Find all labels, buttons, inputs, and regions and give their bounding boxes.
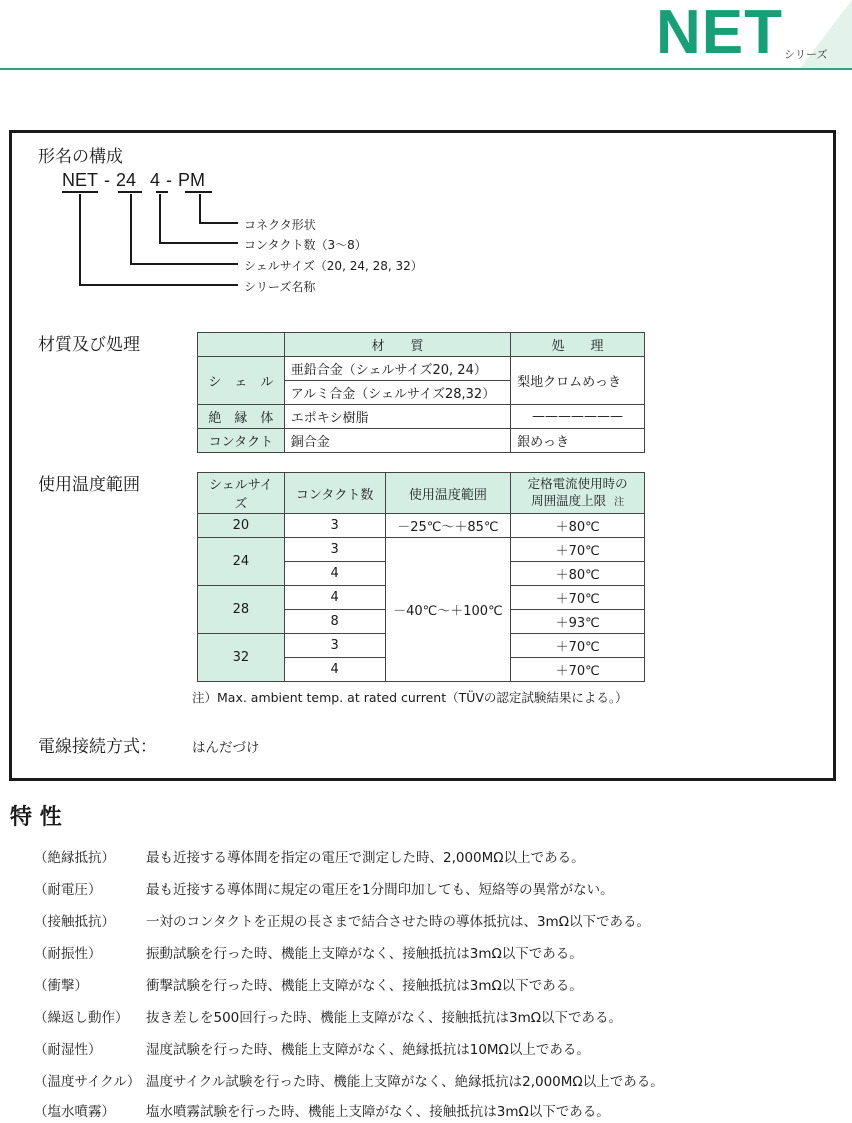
legend-contacts: コンタクト数（3～8） — [244, 238, 367, 252]
cell-limit: ＋70℃ — [511, 658, 645, 682]
cell-material: 銅合金 — [284, 429, 510, 453]
model-leader-lines — [0, 0, 852, 300]
materials-header-blank — [198, 333, 285, 357]
materials-heading: 材質及び処理 — [38, 335, 140, 355]
prop-text: 振動試験を行った時、機能上支障がなく、接触抵抗は3mΩ以下である。 — [146, 946, 583, 962]
cell-contacts: 4 — [284, 658, 385, 682]
cell-limit: ＋70℃ — [511, 634, 645, 658]
prop-label: （耐湿性） — [34, 1042, 102, 1058]
cell-limit: ＋80℃ — [511, 562, 645, 586]
legend-shape: コネクタ形状 — [244, 218, 316, 232]
legend-series: シリーズ名称 — [244, 280, 316, 294]
materials-header-treatment: 処 理 — [511, 333, 645, 357]
cell-shell: 28 — [198, 586, 285, 634]
cell-treatment: 梨地クロムめっき — [511, 357, 645, 405]
row-label-shell: シ ェ ル — [198, 357, 285, 405]
model-heading: 形名の構成 — [38, 147, 123, 167]
prop-label: （塩水噴霧） — [34, 1104, 115, 1120]
prop-label: （耐振性） — [34, 946, 102, 962]
cell-limit: ＋80℃ — [511, 514, 645, 538]
cell-contacts: 3 — [284, 634, 385, 658]
materials-table — [197, 332, 645, 453]
model-part-shell: 24 — [116, 170, 137, 190]
cell-contacts: 8 — [284, 610, 385, 634]
materials-header-row — [198, 333, 645, 357]
prop-label: （絶縁抵抗） — [34, 850, 115, 866]
cell-contacts: 4 — [284, 586, 385, 610]
series-suffix: シリーズ — [784, 48, 828, 61]
prop-label: （温度サイクル） — [34, 1074, 141, 1090]
cell-material: 亜鉛合金（シェルサイズ20, 24） — [284, 357, 510, 381]
table-row — [198, 514, 645, 538]
model-part-shape: PM — [178, 170, 206, 190]
model-part-contacts: 4 — [150, 170, 161, 190]
prop-text: 温度サイクル試験を行った時、機能上支障がなく、絶縁抵抗は2,000MΩ以上である。 — [146, 1074, 664, 1090]
cell-limit: ＋93℃ — [511, 610, 645, 634]
row-label-contact: コンタクト — [198, 429, 285, 453]
header-limit: 定格電流使用時の 周囲温度上限 注 — [511, 473, 645, 514]
prop-text: 衝撃試験を行った時、機能上支障がなく、接触抵抗は3mΩ以下である。 — [146, 978, 583, 994]
temperature-heading: 使用温度範囲 — [38, 475, 140, 495]
prop-label: （耐電圧） — [34, 882, 102, 898]
model-code: NET - 24 4 - PM — [62, 170, 206, 190]
temperature-header-row — [198, 473, 645, 514]
cell-shell: 20 — [198, 514, 285, 538]
header-shell-size: シェルサイズ — [198, 473, 285, 514]
prop-text: 抜き差しを500回行った時、機能上支障がなく、接触抵抗は3mΩ以下である。 — [146, 1010, 623, 1026]
table-row — [198, 429, 645, 453]
table-row — [198, 405, 645, 429]
legend-shell-size: シェルサイズ（20, 24, 28, 32） — [244, 259, 423, 273]
cell-range: －25℃～＋85℃ — [385, 514, 511, 538]
wiring-heading: 電線接続方式： — [38, 737, 157, 757]
table-row — [198, 357, 645, 381]
prop-label: （衝撃） — [34, 978, 88, 994]
cell-limit: ＋70℃ — [511, 538, 645, 562]
temperature-note: 注）Max. ambient temp. at rated current（TÜVの認定試験結果による。） — [192, 690, 628, 705]
materials-header-material: 材 質 — [284, 333, 510, 357]
prop-label: （繰返し動作） — [34, 1010, 129, 1026]
cell-treatment: ——————— — [511, 405, 645, 429]
table-row — [198, 538, 645, 562]
cell-limit: ＋70℃ — [511, 586, 645, 610]
prop-text: 塩水噴霧試験を行った時、機能上支障がなく、接触抵抗は3mΩ以下である。 — [146, 1104, 610, 1120]
cell-contacts: 3 — [284, 514, 385, 538]
cell-shell: 32 — [198, 634, 285, 682]
prop-text: 最も近接する導体間に規定の電圧を1分間印加しても、短絡等の異常がない。 — [146, 882, 614, 898]
header-temp-range: 使用温度範囲 — [385, 473, 511, 514]
series-title: NET — [656, 0, 783, 67]
cell-shell: 24 — [198, 538, 285, 586]
prop-text: 最も近接する導体間を指定の電圧で測定した時、2,000MΩ以上である。 — [146, 850, 585, 866]
cell-contacts: 3 — [284, 538, 385, 562]
cell-contacts: 4 — [284, 562, 385, 586]
wiring-value: はんだづけ — [192, 740, 260, 756]
prop-text: 湿度試験を行った時、機能上支障がなく、絶縁抵抗は10MΩ以上である。 — [146, 1042, 590, 1058]
temperature-table — [197, 472, 645, 682]
cell-material: エポキシ樹脂 — [284, 405, 510, 429]
prop-label: （接触抵抗） — [34, 914, 115, 930]
properties-heading: 特 性 — [10, 805, 62, 830]
cell-treatment: 銀めっき — [511, 429, 645, 453]
prop-text: 一対のコンタクトを正規の長さまで結合させた時の導体抵抗は、3mΩ以下である。 — [146, 914, 651, 930]
row-label-insulator: 絶 縁 体 — [198, 405, 285, 429]
cell-material: アルミ合金（シェルサイズ28,32） — [284, 381, 510, 405]
header-contact-count: コンタクト数 — [284, 473, 385, 514]
cell-range: －40℃～＋100℃ — [385, 538, 511, 682]
model-part-series: NET — [62, 170, 98, 190]
